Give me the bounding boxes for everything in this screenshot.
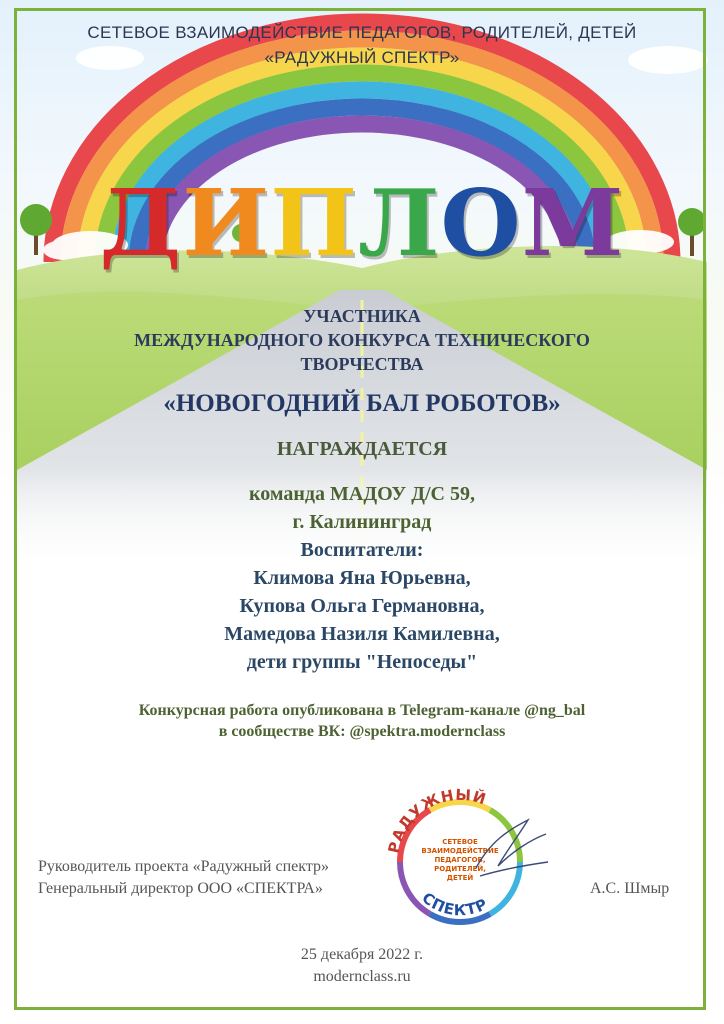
teacher-name: Купова Ольга Германовна, xyxy=(239,595,485,617)
title-letter: Д xyxy=(99,169,183,277)
children-group: дети группы "Непоседы" xyxy=(246,651,478,673)
issue-date: 25 декабря 2022 г. xyxy=(300,946,424,963)
participant-line-2: МЕЖДУНАРОДНОГО КОНКУРСА ТЕХНИЧЕСКОГО xyxy=(134,330,590,350)
header-line-1: СЕТЕВОЕ ВЗАИМОДЕЙСТВИЕ ПЕДАГОГОВ, РОДИТЕЛЕЙ, ДЕТЕЙ xyxy=(87,23,637,42)
team-city: г. Калининград xyxy=(292,511,432,533)
title-letter: М xyxy=(521,169,625,277)
svg-text:РАДУЖНЫЙ: РАДУЖНЫЙ xyxy=(384,785,489,855)
diploma-title xyxy=(0,168,724,278)
raduzhny-spektr-logo xyxy=(380,782,550,942)
publication-line-2: в сообществе ВК: @spektra.modernclass xyxy=(218,723,506,740)
participant-line-3: ТВОРЧЕСТВА xyxy=(300,354,424,374)
contest-name: «НОВОГОДНИЙ БАЛ РОБОТОВ» xyxy=(163,390,561,417)
title-letter: Л xyxy=(358,169,441,277)
publication-note xyxy=(0,700,724,742)
title-letter: О xyxy=(440,169,522,277)
title-letter: П xyxy=(270,169,359,277)
awarded-label: НАГРАЖДАЕТСЯ xyxy=(276,438,448,460)
participant-line-1: УЧАСТНИКА xyxy=(303,306,421,326)
signature-block xyxy=(38,856,329,900)
organization-header xyxy=(0,20,724,70)
title-letter: И xyxy=(182,169,271,277)
teachers-label: Воспитатели: xyxy=(300,539,424,561)
svg-text:СЕТЕВОЕ: СЕТЕВОЕ xyxy=(442,838,478,846)
recipient-block xyxy=(0,480,724,676)
signature-role-1: Руководитель проекта «Радужный спектр» xyxy=(38,858,330,875)
teacher-name: Климова Яна Юрьевна, xyxy=(253,567,471,589)
svg-text:ДЕТЕЙ: ДЕТЕЙ xyxy=(446,874,474,882)
website: modernclass.ru xyxy=(313,968,411,985)
svg-text:РОДИТЕЛЕЙ,: РОДИТЕЛЕЙ, xyxy=(434,865,486,873)
publication-line-1: Конкурсная работа опубликована в Telegram-канале @ng_bal xyxy=(138,702,586,719)
participant-block xyxy=(0,304,724,376)
team-name: команда МАДОУ Д/С 59, xyxy=(249,483,475,505)
signature-role-2: Генеральный директор ООО «СПЕКТРА» xyxy=(38,880,323,897)
teacher-name: Мамедова Назиля Камилевна, xyxy=(224,623,500,645)
footer xyxy=(0,944,724,988)
svg-text:ПЕДАГОГОВ,: ПЕДАГОГОВ, xyxy=(434,856,486,864)
svg-text:СПЕКТР: СПЕКТР xyxy=(418,888,491,920)
header-line-2: «РАДУЖНЫЙ СПЕКТР» xyxy=(264,48,460,67)
svg-text:ВЗАИМОДЕЙСТВИЕ: ВЗАИМОДЕЙСТВИЕ xyxy=(421,847,499,855)
signatory-name: А.С. Шмыр xyxy=(590,880,670,897)
